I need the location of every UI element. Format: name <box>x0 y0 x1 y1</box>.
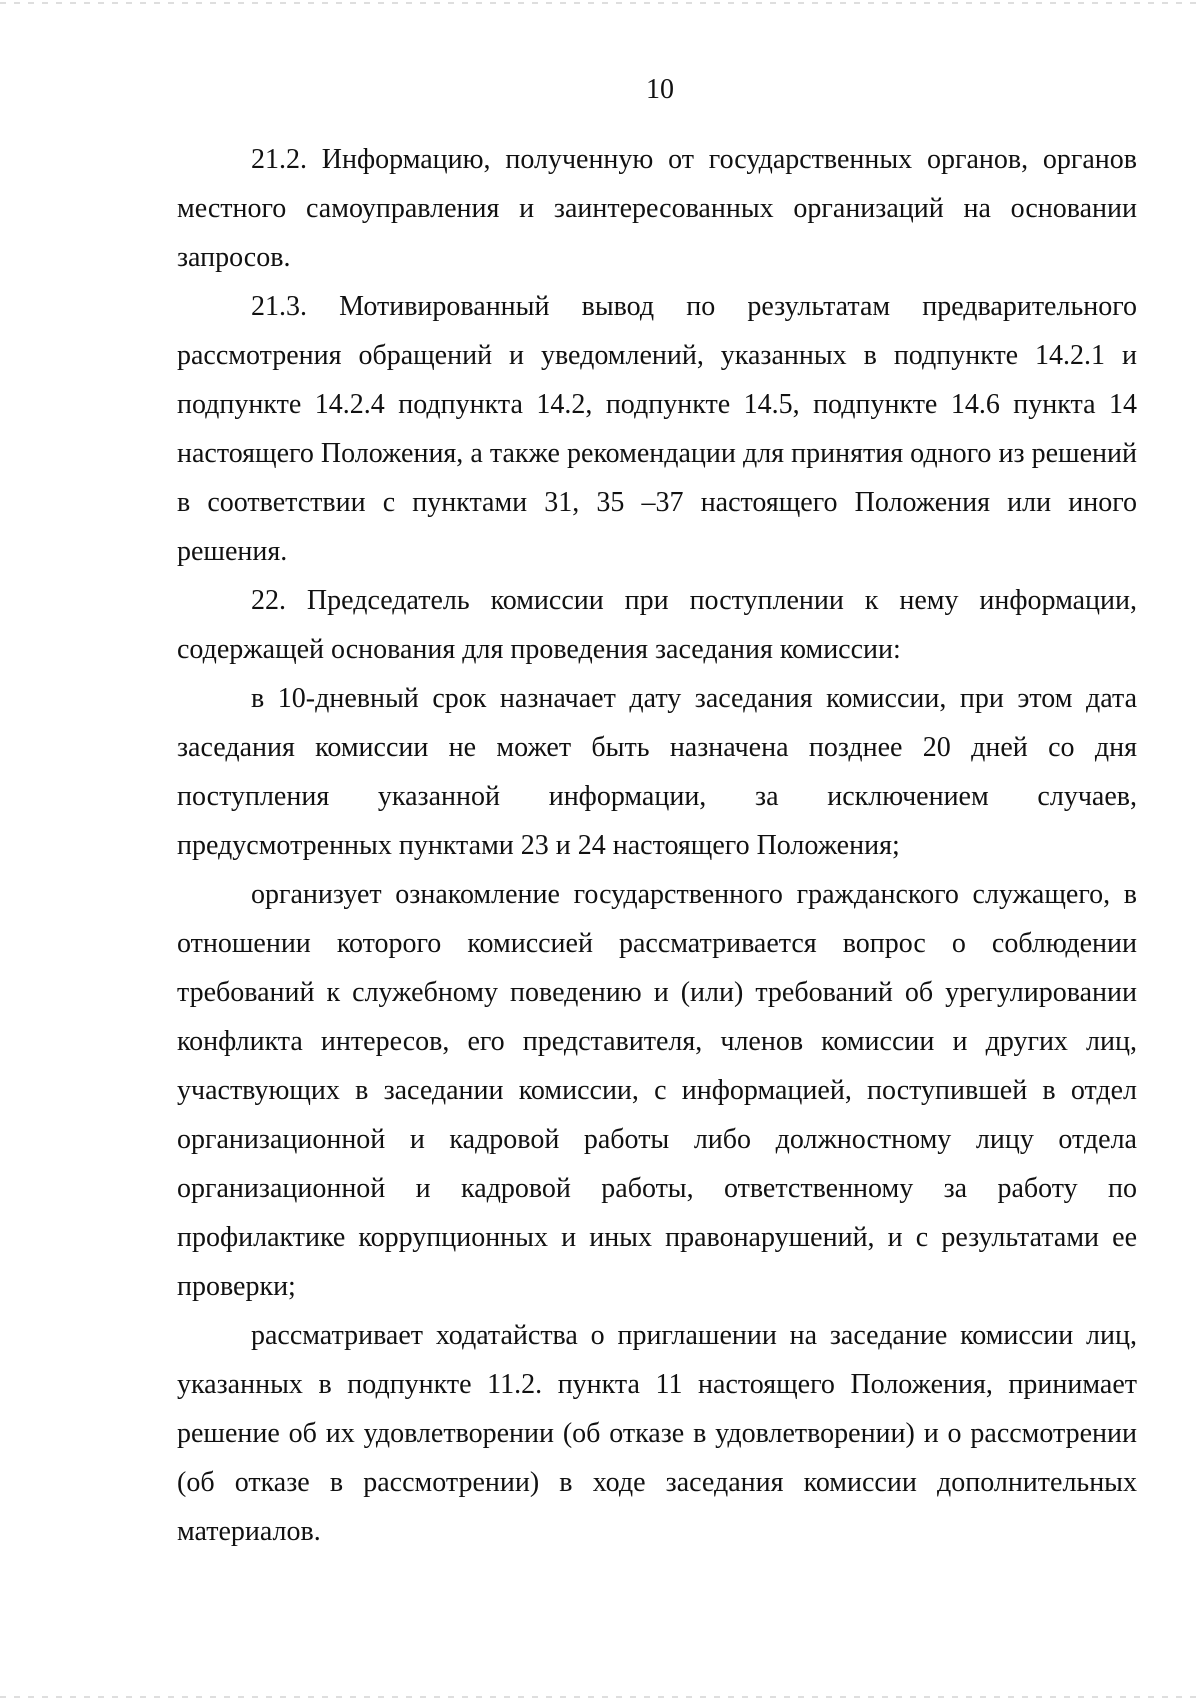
scan-edge-bottom <box>0 1696 1200 1698</box>
scan-edge-top <box>0 2 1200 4</box>
paragraph-22-date: в 10-дневный срок назначает дату заседания комиссии, при этом дата заседания комиссии не может быть назначена позднее 20 дней со дня поступления указанной информации, за исключением случаев, предусмотренных пунктами 23 и 24 настоящего Положения; <box>177 683 1137 861</box>
paragraph-21-2: 21.2. Информацию, полученную от государственных органов, органов местного самоуправления и заинтересованных организаций на основании запросов. <box>177 144 1137 273</box>
paragraph-22-familiarize: организует ознакомление государственного гражданского служащего, в отношении которого комиссией рассматривается вопрос о соблюдении требований к служебному поведению и (или) требований об урегулировании конфликта интересов, его представителя, членов комиссии и других лиц, участвующих в заседании комиссии, с информацией, поступившей в отдел организационной и кадровой работы либо должностному лицу отдела организационной и кадровой работы, ответственному за работу по профилактике коррупционных и иных правонарушений, и с результатами ее проверки; <box>177 879 1137 1302</box>
paragraph-22-petitions: рассматривает ходатайства о приглашении на заседание комиссии лиц, указанных в подпункте 11.2. пункта 11 настоящего Положения, принимает решение об их удовлетворении (об отказе в удовлетворении) и о рассмотрении (об отказе в рассмотрении) в ходе заседания комиссии дополнительных материалов. <box>177 1320 1137 1547</box>
document-body <box>177 135 1137 1556</box>
paragraph-22: 22. Председатель комиссии при поступлении к нему информации, содержащей основания для проведения заседания комиссии: <box>177 585 1137 665</box>
paragraph-21-3: 21.3. Мотивированный вывод по результатам предварительного рассмотрения обращений и уведомлений, указанных в подпункте 14.2.1 и подпункте 14.2.4 подпункта 14.2, подпункте 14.5, подпункте 14.6 пункта 14 настоящего Положения, а также рекомендации для принятия одного из решений в соответствии с пунктами 31, 35 –37 настоящего Положения или иного решения. <box>177 291 1137 567</box>
page-number: 10 <box>646 74 674 105</box>
